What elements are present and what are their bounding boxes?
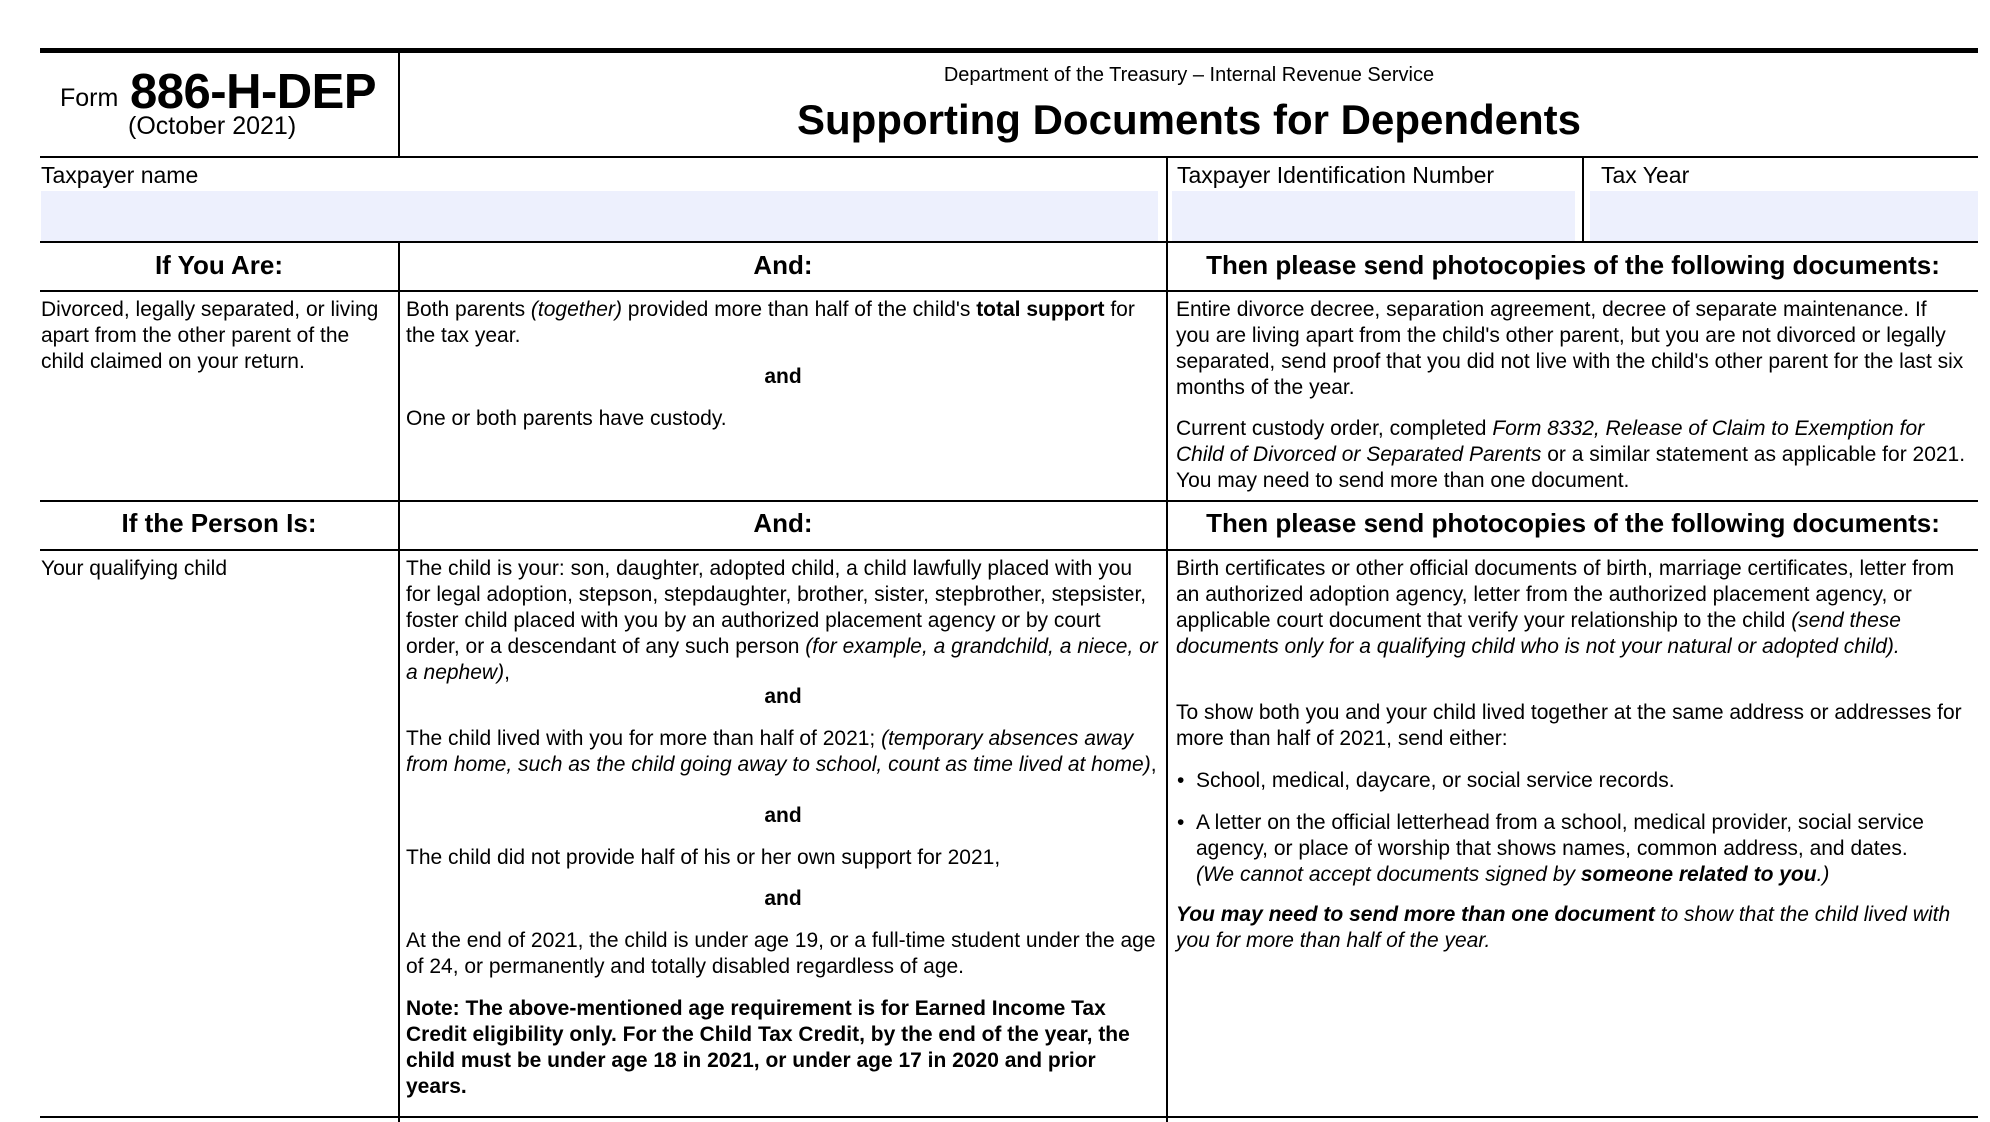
section1-header-rule (40, 290, 1978, 292)
header-bottom-rule (40, 156, 1978, 158)
section2-col2-header: And: (753, 508, 813, 538)
section1-col1-text: Divorced, legally separated, or living apart from the other parent of the child claimed on your return. (41, 298, 379, 373)
fields-divider-2 (1582, 158, 1584, 242)
section1-bottom-rule (40, 500, 1978, 502)
section2-header-rule (40, 549, 1978, 551)
section1-col2-para1: Both parents (together) provided more than half of the child's total support for the tax year. (406, 298, 1135, 347)
section2-col3-para3: You may need to send more than one document to show that the child lived with you for more than half of the year. (1176, 903, 1951, 952)
section1-col1-header: If You Are: (154, 250, 284, 280)
section2-and-2: and (764, 804, 802, 827)
section2-col3-para1: Birth certificates or other official documents of birth, marriage certificates, letter from an authorized adoption agency, letter from the authorized placement agency, or applicable court document that verify your relationship to the child (send these documents only for a qualifying child who is not your natural or adopted child). (1176, 557, 1955, 658)
page-title: Supporting Documents for Dependents (796, 96, 1581, 143)
section2-bottom-rule (40, 1116, 1978, 1118)
section1-col2-header: And: (753, 250, 813, 280)
form-number: 886-H-DEP (130, 65, 377, 119)
bullet-1: • (1177, 769, 1185, 792)
top-rule (40, 48, 1978, 53)
section2-col2-para2: The child lived with you for more than half of 2021; (temporary absences away from home, such as the child going away to school, count as time lived at home), (406, 727, 1157, 776)
tax-year-label: Tax Year (1601, 162, 1690, 188)
form-date: (October 2021) (128, 112, 297, 140)
section2-col3-bullet1: School, medical, daycare, or social service records. (1196, 769, 1675, 792)
section2-col3-header: Then please send photocopies of the following documents: (1206, 508, 1940, 538)
agency-line: Department of the Treasury – Internal Revenue Service (943, 64, 1435, 86)
section2-col3-bullet2: A letter on the official letterhead from a school, medical provider, social service agency, or place of worship that shows names, common address, and dates. (We cannot accept documents signed by someone related to you.) (1196, 811, 1924, 886)
section2-and-3: and (764, 887, 802, 910)
fields-bottom-rule (40, 241, 1978, 243)
section1-col3-para1: Entire divorce decree, separation agreement, decree of separate maintenance. If you are living apart from the child's other parent, but you are not divorced or legally separated, send proof that you did not live with the child's other parent for the last six months of the year. (1176, 298, 1964, 399)
bullet-2: • (1177, 811, 1185, 834)
section2-col2-note: Note: The above-mentioned age requirement is for Earned Income Tax Credit eligibility only. For the Child Tax Credit, by the end of the year, the child must be under age 18 in 2021, or under age 17 in 2020 and prior years. (406, 997, 1130, 1098)
tin-label: Taxpayer Identification Number (1177, 162, 1495, 188)
section2-col2-para1: The child is your: son, daughter, adopted child, a child lawfully placed with you for legal adoption, stepson, stepdaughter, brother, sister, stepbrother, stepsister, foster child placed with you by an authorized placement agency or by court order, or a descendant of any such person (for example, a grandchild, a niece, or a nephew), (406, 557, 1158, 684)
form-prefix: Form (60, 84, 119, 112)
section2-col1-text: Your qualifying child (41, 557, 228, 580)
section1-col3-para2: Current custody order, completed Form 8332, Release of Claim to Exemption for Child of Divorced or Separated Parents or a similar statement as applicable for 2021. You may need to send more than one document. (1176, 417, 1966, 492)
tax-year-field[interactable] (1590, 191, 1978, 241)
section1-col3-header: Then please send photocopies of the following documents: (1206, 250, 1940, 280)
section2-and-1: and (764, 685, 802, 708)
tin-field[interactable] (1172, 191, 1575, 241)
section2-col3-para2: To show both you and your child lived together at the same address or addresses for more than half of 2021, send either: (1176, 701, 1962, 750)
taxpayer-name-field[interactable] (41, 191, 1158, 241)
col-divider-2 (1166, 158, 1168, 1122)
taxpayer-name-label: Taxpayer name (41, 162, 199, 188)
section1-col2-para2: One or both parents have custody. (406, 407, 727, 430)
section2-col1-header: If the Person Is: (121, 508, 317, 538)
section1-and: and (764, 365, 802, 388)
section2-col2-para3: The child did not provide half of his or her own support for 2021, (406, 846, 1001, 869)
section2-col2-para4: At the end of 2021, the child is under age 19, or a full-time student under the age of 24, or permanently and totally disabled regardless of age. (406, 929, 1156, 978)
